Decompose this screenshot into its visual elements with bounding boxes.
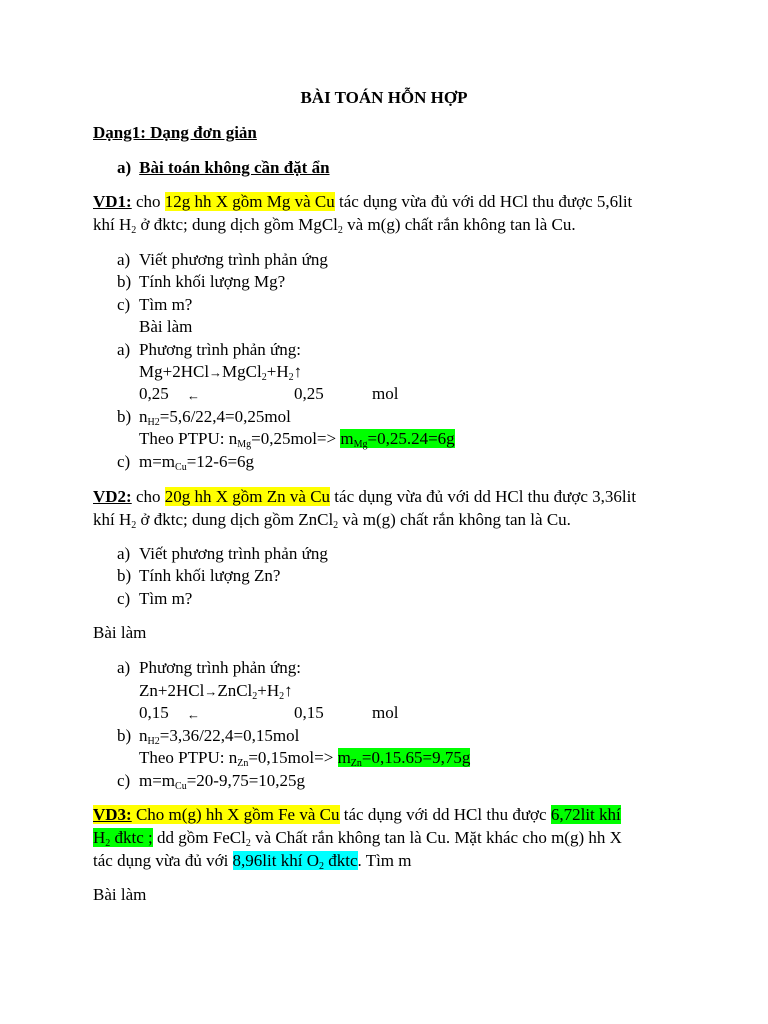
vd2-q-a: Viết phương trình phản ứng (139, 544, 328, 563)
vd1-eq-right: MgCl (222, 362, 262, 381)
vd1-sub-2a: 2 (131, 225, 137, 236)
vd1-line2-b: ở đktc; dung dịch gồm MgCl (136, 215, 338, 234)
vd2-equation (139, 681, 293, 702)
vd2-n: n (139, 726, 148, 745)
vd1-coef1: 0,25 (139, 384, 169, 403)
vd2-m-value: =0,15.65=9,75g (361, 748, 471, 767)
vd3-green2-a: H (93, 828, 106, 847)
vd3-line2-a: dd gồm FeCl (152, 828, 246, 847)
vd2-eq-left: Zn+2HCl (139, 681, 205, 700)
arrow-left-icon: ← (187, 388, 200, 403)
subsection-text: Bài toán không cần đặt ẩn (139, 158, 330, 177)
vd1-theo-sub: Mg (237, 439, 252, 450)
vd1-q-a: Viết phương trình phản ứng (139, 250, 328, 269)
vd2-q-c: Tìm m? (139, 589, 193, 608)
vd1-mcalc-sub: Cu (175, 462, 187, 473)
vd2-label: VD2: (93, 487, 132, 506)
vd3-line3-a: tác dụng vừa đủ với (93, 851, 233, 870)
section-heading: Dạng1: Dạng đơn giản (93, 123, 257, 142)
vd2-line2-a: khí H (93, 510, 132, 529)
vd1-mcalc-lhs: m=m (139, 452, 176, 471)
vd1-line2-c: và m(g) chất rắn không tan là Cu. (342, 215, 576, 234)
vd1-eq-left: Mg+2HCl (139, 362, 210, 381)
vd1-q-c-marker: c) (117, 295, 131, 314)
vd2-eq-sub1: 2 (252, 691, 258, 702)
vd2-theo-value: =0,15mol=> (248, 748, 338, 767)
vd1-eq-sub2: 2 (288, 372, 294, 383)
up-arrow-icon: ↑ (293, 362, 303, 381)
vd2-sub-2b: 2 (333, 520, 339, 531)
vd3-green2-b: đktc ; (110, 828, 153, 847)
vd2-solution-label: Bài làm (93, 623, 147, 642)
vd1-m-calc (139, 452, 254, 472)
page-title: BÀI TOÁN HỖN HỢP (300, 88, 468, 107)
vd2-line1 (93, 487, 636, 507)
vd2-s-c-marker: c) (117, 771, 131, 790)
arrow-right-icon: → (209, 365, 223, 380)
vd1-q-a-marker: a) (117, 250, 131, 269)
arrow-right-icon: → (204, 684, 218, 699)
vd1-s-a-marker: a) (117, 340, 131, 359)
vd2-n-sub: H2 (147, 736, 160, 747)
vd1-theo (139, 429, 455, 449)
vd3-green1: 6,72lit khí (550, 805, 621, 824)
vd1-mcalc-value: =12-6=6g (186, 452, 255, 471)
vd2-mcalc-value: =20-9,75=10,25g (186, 771, 306, 790)
vd3-solution-label: Bài làm (93, 885, 147, 904)
vd3-highlight: Cho m(g) hh X gồm Fe và Cu (131, 805, 340, 824)
vd1-m-sub: Mg (353, 439, 368, 450)
vd2-sub-2a: 2 (131, 520, 137, 531)
vd1-q-b: Tính khối lượng Mg? (139, 272, 286, 291)
vd2-highlight: 20g hh X gồm Zn và Cu (164, 487, 331, 506)
vd1-m-value: =0,25.24=6g (367, 429, 455, 448)
vd3-line2 (93, 828, 622, 848)
vd2-s-a-marker: a) (117, 658, 131, 677)
vd3-line3 (93, 851, 412, 871)
vd2-theo-sub: Zn (237, 758, 249, 769)
vd1-sub-2b: 2 (337, 225, 343, 236)
vd3-line2-sub: 2 (245, 838, 251, 849)
vd1-eq-sub1: 2 (261, 372, 267, 383)
vd2-coef2: 0,15 (294, 703, 324, 722)
vd3-label: VD3: (93, 805, 132, 824)
vd2-theo-label: Theo PTPU: n (139, 748, 238, 767)
vd1-n: n (139, 407, 148, 426)
vd2-eq-h2: +H (257, 681, 280, 700)
vd2-line2-b: ở đktc; dung dịch gồm ZnCl (136, 510, 334, 529)
vd1-solution-label: Bài làm (139, 317, 193, 336)
vd2-mcalc-sub: Cu (175, 781, 187, 792)
subsection-heading (117, 158, 330, 178)
vd3-cyan (233, 851, 358, 870)
vd2-line2 (93, 510, 571, 530)
vd2-line2-c: và m(g) chất rắn không tan là Cu. (338, 510, 571, 529)
vd2-q-a-marker: a) (117, 544, 131, 563)
vd2-mcalc-lhs: m=m (139, 771, 176, 790)
vd1-eq-h2: +H (266, 362, 289, 381)
vd2-coef1: 0,15 (139, 703, 169, 722)
vd3-line2-b: và Chất rắn không tan là Cu. Mặt khác cho m(g) hh X (250, 828, 622, 847)
vd2-s-a: Phương trình phản ứng: (139, 658, 301, 677)
vd1-cho: cho (135, 192, 161, 211)
vd3-green2 (93, 828, 153, 847)
vd2-cho: cho (135, 487, 161, 506)
up-arrow-icon: ↑ (284, 681, 293, 700)
vd1-n-sub: H2 (147, 417, 160, 428)
vd3-cyan-a: 8,96lit khí O (232, 851, 319, 870)
vd3-tim-m: . Tìm m (357, 851, 412, 870)
vd2-m-sub: Zn (350, 758, 362, 769)
vd1-rest: tác dụng vừa đủ với dd HCl thu được 5,6lit (334, 192, 633, 211)
vd1-theo-value: =0,25mol=> (251, 429, 341, 448)
vd1-m: m (340, 429, 354, 448)
vd1-line2 (93, 215, 576, 235)
vd1-coef2: 0,25 (294, 384, 324, 403)
vd3-cyan-sub: 2 (318, 861, 324, 872)
vd2-eq-right: ZnCl (217, 681, 253, 700)
vd1-s-c-marker: c) (117, 452, 131, 471)
vd3-line1 (93, 805, 621, 825)
vd1-label: VD1: (93, 192, 132, 211)
vd1-theo-label: Theo PTPU: n (139, 429, 238, 448)
vd1-m-result (340, 429, 454, 448)
subsection-marker: a) (117, 158, 132, 177)
vd1-q-b-marker: b) (117, 272, 132, 291)
vd2-q-b: Tính khối lượng Zn? (139, 566, 281, 585)
vd2-n-calc (139, 726, 299, 746)
vd3-green2-sub: 2 (105, 838, 111, 849)
vd2-rest: tác dụng vừa đủ với dd HCl thu được 3,36lit (330, 487, 637, 506)
vd1-q-c: Tìm m? (139, 295, 193, 314)
vd3-rest: tác dụng với dd HCl thu được (339, 805, 551, 824)
vd2-q-c-marker: c) (117, 589, 131, 608)
vd1-line1 (93, 192, 632, 212)
vd1-equation (139, 362, 302, 383)
vd1-n-calc (139, 407, 291, 427)
vd2-mol: mol (372, 703, 399, 722)
vd1-s-a: Phương trình phản ứng: (139, 340, 301, 359)
vd1-mol: mol (372, 384, 399, 403)
vd1-highlight: 12g hh X gồm Mg và Cu (164, 192, 335, 211)
vd3-cyan-b: đktc (323, 851, 358, 870)
vd2-n-value: =3,36/22,4=0,15mol (159, 726, 300, 745)
vd2-m-result (338, 748, 471, 767)
vd2-q-b-marker: b) (117, 566, 132, 585)
vd2-s-b-marker: b) (117, 726, 132, 745)
vd1-s-b-marker: b) (117, 407, 132, 426)
arrow-left-icon: ← (187, 707, 200, 722)
vd2-m: m (337, 748, 351, 767)
vd2-m-calc (139, 771, 305, 791)
vd1-line2-a: khí H (93, 215, 132, 234)
vd1-n-value: =5,6/22,4=0,25mol (159, 407, 291, 426)
vd2-eq-sub2: 2 (279, 691, 285, 702)
vd2-theo (139, 748, 470, 768)
